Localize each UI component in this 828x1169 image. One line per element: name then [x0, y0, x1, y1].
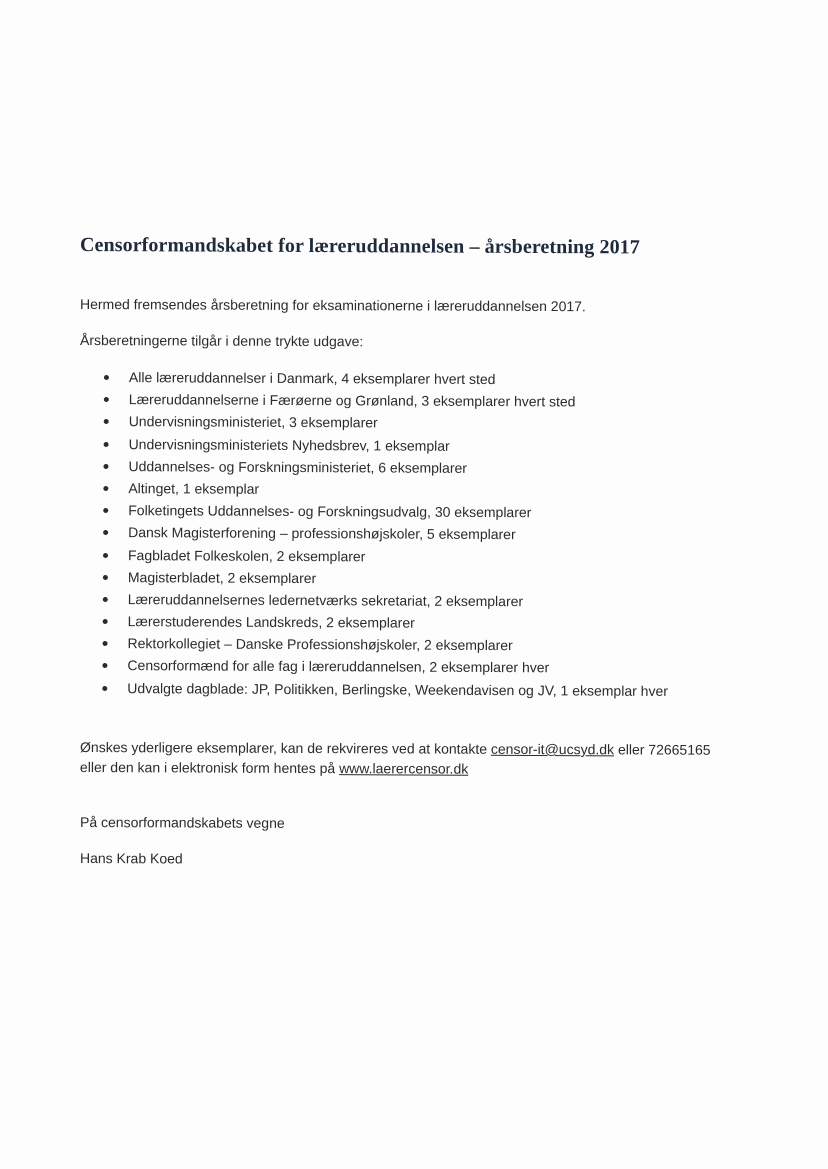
- list-item-text: Dansk Magisterforening – professionshøjskoler, 5 eksemplarer: [128, 524, 516, 543]
- bullet-icon: [103, 464, 108, 469]
- contact-paragraph: [80, 737, 711, 780]
- closing-line: På censorformandskabets vegne: [79, 814, 285, 831]
- list-item-text: Udvalgte dagblade: JP, Politikken, Berlingske, Weekendavisen og JV, 1 eksemplar hver: [127, 679, 668, 699]
- document-title: Censorformandskabet for læreruddannelsen – årsberetning 2017: [79, 234, 640, 259]
- list-item-text: Lærerstuderendes Landskreds, 2 eksemplarer: [127, 613, 415, 631]
- bullet-icon: [103, 530, 108, 535]
- bullet-icon: [103, 486, 108, 491]
- website-text-prefix: eller den kan i elektronisk form hentes på: [79, 759, 340, 777]
- list-item-text: Censorformænd for alle fag i læreruddannelsen, 2 eksemplarer hver: [127, 657, 550, 676]
- bullet-icon: [103, 575, 108, 580]
- contact-phone-text: eller 72665165: [614, 741, 711, 758]
- list-item-text: Undervisningsministeriets Nyhedsbrev, 1 eksemplar: [128, 435, 450, 454]
- bullet-icon: [104, 419, 109, 424]
- list-item-text: Uddannelses- og Forskningsministeriet, 6 eksemplarer: [128, 457, 468, 476]
- list-item-text: Folketingets Uddannelses- og Forskningsudvalg, 30 eksemplarer: [128, 502, 532, 521]
- list-lead-paragraph: Årsberetningerne tilgår i denne trykte udgave:: [79, 332, 364, 350]
- list-item-text: Magisterbladet, 2 eksemplarer: [127, 568, 317, 586]
- list-item-text: Altinget, 1 eksemplar: [128, 480, 260, 497]
- recipient-list: [102, 368, 668, 701]
- intro-paragraph: Hermed fremsendes årsberetning for eksaminationerne i læreruddannelsen 2017.: [79, 296, 586, 315]
- list-item-text: Læreruddannelserne i Færøerne og Grønland, 3 eksemplarer hvert sted: [128, 391, 576, 410]
- bullet-icon: [102, 686, 107, 691]
- bullet-icon: [104, 375, 109, 380]
- signature-name: Hans Krab Koed: [79, 850, 183, 867]
- bullet-icon: [102, 663, 107, 668]
- bullet-icon: [104, 397, 109, 402]
- contact-line-1: [80, 737, 711, 760]
- contact-line-2: [80, 757, 711, 780]
- email-link[interactable]: censor-it@ucsyd.dk: [490, 740, 615, 758]
- contact-text-prefix: Ønskes yderligere eksemplarer, kan de rekvireres ved at kontakte: [80, 739, 491, 757]
- list-item-text: Undervisningsministeriet, 3 eksemplarer: [128, 413, 378, 431]
- website-link[interactable]: www.laerercensor.dk: [339, 760, 469, 777]
- list-item-text: Fagbladet Folkeskolen, 2 eksemplarer: [127, 546, 366, 564]
- bullet-icon: [104, 442, 109, 447]
- list-item-text: Alle læreruddannelser i Danmark, 4 eksemplarer hvert sted: [128, 369, 496, 388]
- bullet-icon: [103, 619, 108, 624]
- bullet-icon: [103, 597, 108, 602]
- list-item-text: Rektorkollegiet – Danske Professionshøjskoler, 2 eksemplarer: [127, 635, 513, 654]
- bullet-icon: [103, 552, 108, 557]
- bullet-icon: [103, 641, 108, 646]
- list-item-text: Læreruddannelsernes ledernetværks sekretariat, 2 eksemplarer: [127, 591, 524, 610]
- bullet-icon: [103, 508, 108, 513]
